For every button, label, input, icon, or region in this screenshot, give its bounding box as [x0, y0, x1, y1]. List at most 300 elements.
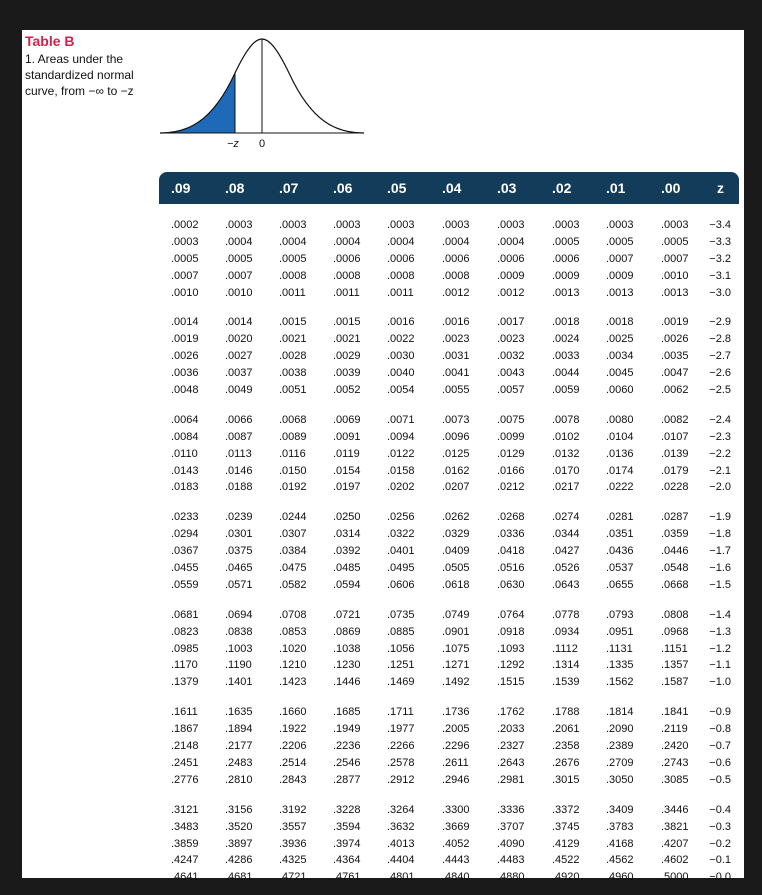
table-row [159, 836, 739, 853]
probability-cell: .0401 [387, 545, 415, 558]
table-row [159, 657, 739, 674]
probability-cell: .0071 [387, 413, 415, 426]
probability-cell: .4920 [552, 871, 580, 884]
probability-cell: .1841 [661, 706, 689, 719]
table-row [159, 802, 739, 819]
probability-cell: .0505 [442, 562, 470, 575]
z-value: −2.0 [709, 481, 731, 494]
probability-cell: .0003 [497, 219, 525, 231]
probability-cell: .4483 [497, 854, 525, 867]
table-row [159, 869, 739, 886]
probability-cell: .3121 [171, 803, 199, 816]
probability-cell: .2743 [661, 756, 689, 769]
probability-cell: .0869 [333, 625, 361, 638]
probability-cell: .0022 [387, 333, 415, 346]
table-row [159, 819, 739, 836]
table-row [159, 704, 739, 721]
probability-cell: .2776 [171, 773, 199, 786]
probability-cell: .0217 [552, 481, 580, 494]
probability-cell: .0066 [225, 413, 253, 426]
probability-cell: .0016 [387, 316, 415, 329]
column-header: .08 [225, 180, 245, 196]
probability-cell: .3821 [661, 820, 689, 833]
probability-cell: .0314 [333, 528, 361, 541]
probability-cell: .0008 [442, 269, 470, 282]
probability-cell: .0951 [606, 625, 634, 638]
table-row [159, 251, 739, 268]
probability-cell: .4404 [387, 854, 415, 867]
probability-cell: .0166 [497, 464, 525, 477]
probability-cell: .2483 [225, 756, 253, 769]
probability-cell: .0024 [552, 333, 580, 346]
probability-cell: .1977 [387, 723, 415, 736]
probability-cell: .3594 [333, 820, 361, 833]
probability-cell: .3557 [279, 820, 307, 833]
table-row [159, 674, 739, 691]
z-value: −1.0 [709, 676, 731, 689]
probability-cell: .0018 [606, 316, 634, 329]
probability-cell: .4840 [442, 871, 470, 884]
probability-cell: .0004 [225, 235, 253, 248]
table-row [159, 755, 739, 772]
probability-cell: .2206 [279, 740, 307, 753]
shaded-left-tail [160, 73, 235, 133]
table-row [159, 526, 739, 543]
probability-cell: .0041 [442, 367, 470, 380]
probability-cell: .0384 [279, 545, 307, 558]
probability-cell: .2709 [606, 756, 634, 769]
probability-cell: .0033 [552, 350, 580, 363]
probability-cell: .0104 [606, 430, 634, 443]
probability-cell: .0643 [552, 578, 580, 591]
probability-cell: .0125 [442, 447, 470, 460]
probability-cell: .3300 [442, 803, 470, 816]
probability-cell: .0132 [552, 447, 580, 460]
probability-cell: .0004 [442, 235, 470, 248]
probability-cell: .0694 [225, 608, 253, 621]
probability-cell: .0154 [333, 464, 361, 477]
probability-cell: .0336 [497, 528, 525, 541]
probability-cell: .1003 [225, 642, 253, 655]
probability-cell: .0119 [333, 447, 360, 460]
probability-cell: .0307 [279, 528, 307, 541]
z-value: −0.0 [709, 871, 731, 884]
probability-cell: .2061 [552, 723, 580, 736]
probability-cell: .0537 [606, 562, 634, 575]
z-value: −0.6 [709, 756, 731, 769]
column-header: .01 [606, 180, 626, 196]
probability-cell: .1151 [661, 642, 688, 655]
probability-cell: .2810 [225, 773, 253, 786]
probability-cell: .4761 [333, 871, 361, 884]
probability-cell: .1539 [552, 676, 580, 689]
probability-cell: .0192 [279, 481, 307, 494]
probability-cell: .0146 [225, 464, 253, 477]
probability-cell: .0013 [606, 286, 634, 299]
table-row [159, 217, 739, 234]
probability-cell: .0968 [661, 625, 689, 638]
probability-cell: .3050 [606, 773, 634, 786]
z-value: −3.1 [709, 269, 731, 282]
probability-cell: .0003 [442, 219, 470, 231]
probability-cell: .0102 [552, 430, 580, 443]
probability-cell: .0005 [225, 252, 253, 265]
probability-cell: .4090 [497, 837, 525, 850]
probability-cell: .0655 [606, 578, 634, 591]
probability-cell: .0028 [279, 350, 307, 363]
probability-cell: .0007 [225, 269, 253, 282]
probability-cell: .1357 [661, 659, 689, 672]
probability-cell: .0409 [442, 545, 470, 558]
probability-cell: .5000 [661, 871, 689, 884]
probability-cell: .2119 [661, 723, 688, 736]
normal-curve-figure [157, 33, 372, 151]
probability-cell: .0069 [333, 413, 361, 426]
table-row [159, 382, 739, 399]
probability-cell: .2266 [387, 740, 415, 753]
probability-cell: .0020 [225, 333, 253, 346]
probability-cell: .0113 [225, 447, 252, 460]
probability-cell: .0035 [661, 350, 689, 363]
table-row [159, 577, 739, 594]
probability-cell: .2912 [387, 773, 415, 786]
probability-cell: .0006 [333, 252, 361, 265]
probability-cell: .0044 [552, 367, 580, 380]
probability-cell: .0183 [171, 481, 199, 494]
probability-cell: .0668 [661, 578, 689, 591]
probability-cell: .0150 [279, 464, 307, 477]
probability-cell: .0068 [279, 413, 307, 426]
probability-cell: .0256 [387, 511, 415, 524]
probability-cell: .2389 [606, 740, 634, 753]
probability-cell: .1611 [171, 706, 198, 719]
column-header: .02 [552, 180, 572, 196]
probability-cell: .2578 [387, 756, 415, 769]
probability-cell: .2451 [171, 756, 199, 769]
probability-cell: .0004 [387, 235, 415, 248]
z-value: −1.1 [709, 659, 731, 672]
probability-cell: .2090 [606, 723, 634, 736]
table-row [159, 624, 739, 641]
probability-cell: .1230 [333, 659, 361, 672]
probability-cell: .0170 [552, 464, 580, 477]
probability-cell: .0038 [279, 367, 307, 380]
probability-cell: .0055 [442, 384, 470, 397]
probability-cell: .0023 [497, 333, 525, 346]
probability-cell: .0059 [552, 384, 580, 397]
column-header: .09 [171, 180, 191, 196]
probability-cell: .0006 [387, 252, 415, 265]
probability-cell: .0003 [171, 235, 199, 248]
probability-cell: .0749 [442, 608, 470, 621]
probability-cell: .2177 [225, 740, 253, 753]
probability-cell: .3085 [661, 773, 689, 786]
probability-cell: .2327 [497, 740, 525, 753]
probability-cell: .0005 [552, 235, 580, 248]
table-row [159, 738, 739, 755]
probability-cell: .4960 [606, 871, 634, 884]
probability-cell: .0060 [606, 384, 634, 397]
probability-cell: .1446 [333, 676, 361, 689]
table-header [159, 172, 739, 204]
probability-cell: .0009 [497, 269, 525, 282]
probability-cell: .0179 [661, 464, 689, 477]
table-row [159, 463, 739, 480]
z-value: −3.2 [709, 252, 731, 265]
probability-cell: .0051 [279, 384, 307, 397]
probability-cell: .1867 [171, 723, 199, 736]
probability-cell: .0003 [279, 219, 307, 231]
z-value: −1.3 [709, 625, 731, 638]
probability-cell: .0082 [661, 413, 689, 426]
probability-cell: .1894 [225, 723, 253, 736]
probability-cell: .0009 [606, 269, 634, 282]
probability-cell: .1814 [606, 706, 634, 719]
probability-cell: .0025 [606, 333, 634, 346]
z-value: −0.9 [709, 706, 731, 719]
probability-cell: .0344 [552, 528, 580, 541]
z-value: −1.9 [709, 511, 731, 524]
probability-cell: .0455 [171, 562, 199, 575]
probability-cell: .0003 [661, 219, 689, 231]
table-row [159, 721, 739, 738]
probability-cell: .0043 [497, 367, 525, 380]
probability-cell: .0778 [552, 608, 580, 621]
probability-cell: .0003 [387, 219, 415, 231]
probability-cell: .0021 [279, 333, 307, 346]
probability-cell: .3897 [225, 837, 253, 850]
probability-cell: .0021 [333, 333, 361, 346]
probability-cell: .0197 [333, 481, 361, 494]
z-value: −1.7 [709, 545, 731, 558]
probability-cell: .0015 [333, 316, 361, 329]
probability-cell: .0107 [661, 430, 689, 443]
probability-cell: .0096 [442, 430, 470, 443]
table-title: Table B [25, 33, 75, 49]
probability-cell: .0901 [442, 625, 470, 638]
probability-cell: .0367 [171, 545, 199, 558]
probability-cell: .1056 [387, 642, 415, 655]
probability-cell: .0010 [225, 286, 253, 299]
probability-cell: .3228 [333, 803, 361, 816]
probability-cell: .4364 [333, 854, 361, 867]
probability-cell: .1423 [279, 676, 307, 689]
probability-cell: .0838 [225, 625, 253, 638]
probability-cell: .1949 [333, 723, 361, 736]
probability-cell: .1469 [387, 676, 415, 689]
probability-cell: .0037 [225, 367, 253, 380]
probability-cell: .2514 [279, 756, 307, 769]
probability-cell: .0239 [225, 511, 253, 524]
probability-cell: .0708 [279, 608, 307, 621]
probability-cell: .0011 [387, 286, 414, 299]
probability-cell: .0516 [497, 562, 525, 575]
probability-cell: .1112 [552, 642, 578, 655]
probability-cell: .0011 [333, 286, 360, 299]
table-row [159, 560, 739, 577]
probability-cell: .1711 [387, 706, 414, 719]
probability-cell: .0116 [279, 447, 306, 460]
table-body [159, 204, 739, 886]
probability-cell: .0436 [606, 545, 634, 558]
probability-cell: .3409 [606, 803, 634, 816]
table-row [159, 234, 739, 251]
probability-cell: .0004 [333, 235, 361, 248]
probability-cell: .0004 [279, 235, 307, 248]
probability-cell: .2420 [661, 740, 689, 753]
probability-cell: .0087 [225, 430, 253, 443]
column-header: .03 [497, 180, 517, 196]
probability-cell: .4052 [442, 837, 470, 850]
probability-cell: .0004 [497, 235, 525, 248]
probability-cell: .4207 [661, 837, 689, 850]
probability-cell: .0885 [387, 625, 415, 638]
probability-cell: .0003 [225, 219, 253, 231]
z-value: −1.2 [709, 642, 731, 655]
probability-cell: .0268 [497, 511, 525, 524]
probability-cell: .0008 [387, 269, 415, 282]
probability-cell: .0630 [497, 578, 525, 591]
probability-cell: .2033 [497, 723, 525, 736]
probability-cell: .4602 [661, 854, 689, 867]
probability-cell: .3156 [225, 803, 253, 816]
probability-cell: .0003 [606, 219, 634, 231]
probability-cell: .0158 [387, 464, 415, 477]
probability-cell: .0012 [442, 286, 470, 299]
z-value: −0.4 [709, 803, 731, 816]
probability-cell: .1587 [661, 676, 689, 689]
probability-cell: .2358 [552, 740, 580, 753]
probability-cell: .2148 [171, 740, 199, 753]
probability-cell: .0019 [661, 316, 689, 329]
probability-cell: .0013 [661, 286, 689, 299]
probability-cell: .4880 [497, 871, 525, 884]
probability-cell: .1170 [171, 659, 198, 672]
probability-cell: .0029 [333, 350, 361, 363]
column-header: .00 [661, 180, 681, 196]
probability-cell: .0049 [225, 384, 253, 397]
probability-cell: .0006 [442, 252, 470, 265]
probability-cell: .0721 [333, 608, 361, 621]
probability-cell: .0139 [661, 447, 689, 460]
probability-cell: .3669 [442, 820, 470, 833]
table-row [159, 479, 739, 496]
probability-cell: .0212 [497, 481, 525, 494]
z-value: −0.8 [709, 723, 731, 736]
probability-cell: .0188 [225, 481, 253, 494]
probability-cell: .2236 [333, 740, 361, 753]
probability-cell: .0047 [661, 367, 689, 380]
probability-cell: .4247 [171, 854, 199, 867]
probability-cell: .0681 [171, 608, 199, 621]
probability-cell: .0329 [442, 528, 470, 541]
probability-cell: .0064 [171, 413, 199, 426]
probability-cell: .1093 [497, 642, 525, 655]
z-value: −2.4 [709, 413, 731, 426]
probability-cell: .0143 [171, 464, 199, 477]
probability-cell: .0078 [552, 413, 580, 426]
column-header: .05 [387, 180, 407, 196]
table-row [159, 607, 739, 624]
probability-cell: .0262 [442, 511, 470, 524]
probability-cell: .0228 [661, 481, 689, 494]
probability-cell: .0034 [606, 350, 634, 363]
probability-cell: .2643 [497, 756, 525, 769]
z-value: −2.8 [709, 333, 731, 346]
probability-cell: .0485 [333, 562, 361, 575]
probability-cell: .0052 [333, 384, 361, 397]
z-value: −3.4 [709, 219, 731, 231]
probability-cell: .1379 [171, 676, 199, 689]
z-value: −0.3 [709, 820, 731, 833]
probability-cell: .3859 [171, 837, 199, 850]
probability-cell: .0010 [661, 269, 689, 282]
probability-cell: .1292 [497, 659, 525, 672]
column-header: .07 [279, 180, 299, 196]
probability-cell: .2546 [333, 756, 361, 769]
probability-cell: .0003 [552, 219, 580, 231]
probability-cell: .1271 [442, 659, 470, 672]
probability-cell: .0089 [279, 430, 307, 443]
probability-cell: .0918 [497, 625, 525, 638]
probability-cell: .2981 [497, 773, 525, 786]
probability-cell: .0014 [225, 316, 253, 329]
probability-cell: .0548 [661, 562, 689, 575]
probability-cell: .4562 [606, 854, 634, 867]
probability-cell: .2946 [442, 773, 470, 786]
probability-cell: .4286 [225, 854, 253, 867]
probability-cell: .0002 [171, 219, 199, 231]
probability-cell: .1562 [606, 676, 634, 689]
probability-cell: .0031 [442, 350, 470, 363]
probability-cell: .3745 [552, 820, 580, 833]
probability-cell: .2005 [442, 723, 470, 736]
probability-cell: .0009 [552, 269, 580, 282]
probability-cell: .0007 [661, 252, 689, 265]
probability-cell: .0375 [225, 545, 253, 558]
probability-cell: .0392 [333, 545, 361, 558]
z-value: −2.3 [709, 430, 731, 443]
probability-cell: .3264 [387, 803, 415, 816]
probability-cell: .2676 [552, 756, 580, 769]
probability-cell: .3372 [552, 803, 580, 816]
probability-cell: .0016 [442, 316, 470, 329]
probability-cell: .0036 [171, 367, 199, 380]
probability-cell: .0808 [661, 608, 689, 621]
probability-cell: .0048 [171, 384, 199, 397]
probability-cell: .0934 [552, 625, 580, 638]
probability-cell: .1401 [225, 676, 253, 689]
probability-cell: .0005 [279, 252, 307, 265]
z-value: −3.3 [709, 235, 731, 248]
probability-cell: .1685 [333, 706, 361, 719]
probability-cell: .4801 [387, 871, 415, 884]
probability-cell: .0057 [497, 384, 525, 397]
probability-cell: .0019 [171, 333, 199, 346]
probability-cell: .0010 [171, 286, 199, 299]
probability-cell: .0030 [387, 350, 415, 363]
probability-cell: .0080 [606, 413, 634, 426]
probability-cell: .0094 [387, 430, 415, 443]
probability-cell: .0294 [171, 528, 199, 541]
probability-cell: .0571 [225, 578, 253, 591]
probability-cell: .1788 [552, 706, 580, 719]
probability-cell: .3192 [279, 803, 307, 816]
probability-cell: .0322 [387, 528, 415, 541]
probability-cell: .1251 [387, 659, 415, 672]
probability-cell: .3520 [225, 820, 253, 833]
probability-cell: .4168 [606, 837, 634, 850]
